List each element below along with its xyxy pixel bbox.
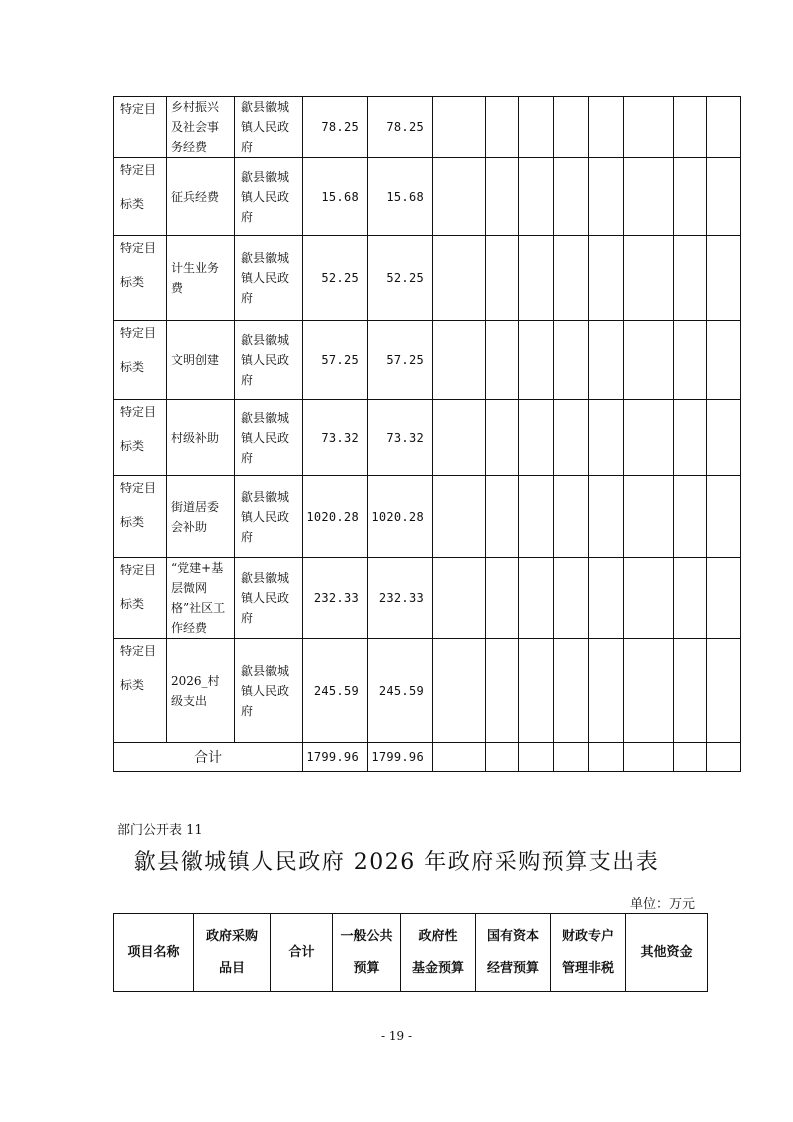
project-name-cell: 街道居委会补助 (167, 476, 235, 558)
empty-cell (486, 158, 519, 236)
empty-cell (433, 236, 486, 321)
empty-cell (589, 476, 624, 558)
empty-cell (519, 639, 554, 743)
empty-cell (433, 321, 486, 400)
empty-cell (624, 558, 674, 639)
empty-cell (554, 236, 589, 321)
general-budget-cell: 1020.28 (368, 476, 433, 558)
category-line2: 标类 (120, 360, 145, 374)
table-caption: 部门公开表 11 (117, 823, 203, 838)
empty-cell (554, 743, 589, 772)
unit-cell: 歙县徽城镇人民政府 (235, 158, 303, 236)
empty-cell (519, 400, 554, 476)
column-header (333, 914, 401, 992)
category-line1: 特定目 (120, 102, 157, 116)
header-line2: 品目 (218, 960, 245, 976)
table-row (114, 476, 741, 558)
page-number: - 19 - (380, 1029, 412, 1043)
table-row (114, 321, 741, 400)
empty-cell (589, 236, 624, 321)
empty-cell (674, 558, 707, 639)
empty-cell (589, 97, 624, 158)
empty-cell (707, 321, 741, 400)
total-cell: 15.68 (303, 158, 368, 236)
empty-cell (519, 236, 554, 321)
project-name-cell: 2026_村级支出 (167, 639, 235, 743)
empty-cell (433, 639, 486, 743)
empty-cell (554, 158, 589, 236)
header-line1: 合计 (288, 944, 315, 960)
total-cell: 1020.28 (303, 476, 368, 558)
category-line2: 标类 (120, 439, 145, 453)
table-row (114, 97, 741, 158)
category-cell (114, 400, 167, 476)
empty-cell (589, 400, 624, 476)
total-cell: 57.25 (303, 321, 368, 400)
empty-cell (519, 321, 554, 400)
empty-cell (707, 158, 741, 236)
header-line1: 一般公共 (340, 928, 393, 944)
table-row (114, 158, 741, 236)
total-cell: 232.33 (303, 558, 368, 639)
category-cell (114, 97, 167, 158)
empty-cell (589, 639, 624, 743)
general-budget-cell: 57.25 (368, 321, 433, 400)
empty-cell (554, 321, 589, 400)
empty-cell (674, 743, 707, 772)
empty-cell (486, 97, 519, 158)
general-budget-cell: 73.32 (368, 400, 433, 476)
empty-cell (707, 639, 741, 743)
project-name-cell: “党建+基层微网格”社区工作经费 (167, 558, 235, 639)
category-line1: 特定目 (120, 644, 157, 658)
category-line2: 标类 (120, 197, 145, 211)
header-line1: 财政专户 (561, 928, 614, 944)
empty-cell (624, 400, 674, 476)
unit-cell: 歙县徽城镇人民政府 (235, 236, 303, 321)
empty-cell (486, 639, 519, 743)
category-line1: 特定目 (120, 241, 157, 255)
unit-cell: 歙县徽城镇人民政府 (235, 97, 303, 158)
category-line2: 标类 (120, 515, 145, 529)
column-header (551, 914, 626, 992)
general-budget-cell: 78.25 (368, 97, 433, 158)
header-line2: 经营预算 (486, 960, 539, 976)
empty-cell (624, 476, 674, 558)
empty-cell (519, 158, 554, 236)
total-general-value: 1799.96 (368, 743, 433, 772)
category-cell (114, 558, 167, 639)
empty-cell (624, 743, 674, 772)
empty-cell (707, 236, 741, 321)
header-line1: 政府性 (418, 928, 458, 944)
column-header (114, 914, 194, 992)
category-line2: 标类 (120, 678, 145, 692)
empty-cell (486, 558, 519, 639)
empty-cell (674, 236, 707, 321)
general-budget-cell: 245.59 (368, 639, 433, 743)
category-cell (114, 236, 167, 321)
project-name-cell: 征兵经费 (167, 158, 235, 236)
empty-cell (486, 476, 519, 558)
header-line1: 政府采购 (205, 928, 258, 944)
page-title: 歙县徽城镇人民政府 2026 年政府采购预算支出表 (133, 850, 660, 875)
category-line1: 特定目 (120, 563, 157, 577)
procurement-table (113, 913, 708, 992)
empty-cell (624, 236, 674, 321)
empty-cell (486, 321, 519, 400)
category-line1: 特定目 (120, 481, 157, 495)
header-line1: 其他资金 (640, 944, 693, 960)
empty-cell (554, 639, 589, 743)
unit-cell: 歙县徽城镇人民政府 (235, 558, 303, 639)
column-header (476, 914, 551, 992)
empty-cell (433, 400, 486, 476)
total-cell: 245.59 (303, 639, 368, 743)
empty-cell (674, 400, 707, 476)
total-label: 合计 (114, 743, 303, 772)
empty-cell (433, 558, 486, 639)
empty-cell (707, 558, 741, 639)
column-header (626, 914, 708, 992)
category-line2: 标类 (120, 597, 145, 611)
total-value: 1799.96 (303, 743, 368, 772)
empty-cell (433, 743, 486, 772)
table-row (114, 400, 741, 476)
column-header (271, 914, 333, 992)
empty-cell (519, 558, 554, 639)
category-cell (114, 639, 167, 743)
category-line1: 特定目 (120, 405, 157, 419)
project-name-cell: 计生业务费 (167, 236, 235, 321)
empty-cell (554, 558, 589, 639)
category-line1: 特定目 (120, 163, 157, 177)
unit-cell: 歙县徽城镇人民政府 (235, 476, 303, 558)
unit-cell: 歙县徽城镇人民政府 (235, 400, 303, 476)
empty-cell (707, 400, 741, 476)
header-line2: 管理非税 (561, 960, 614, 976)
empty-cell (624, 639, 674, 743)
empty-cell (674, 321, 707, 400)
table-row (114, 558, 741, 639)
project-name-cell: 村级补助 (167, 400, 235, 476)
header-line2: 基金预算 (411, 960, 464, 976)
total-cell: 73.32 (303, 400, 368, 476)
empty-cell (589, 158, 624, 236)
empty-cell (486, 236, 519, 321)
empty-cell (554, 97, 589, 158)
unit-note: 单位：万元 (629, 897, 695, 912)
category-cell (114, 321, 167, 400)
general-budget-cell: 15.68 (368, 158, 433, 236)
empty-cell (589, 743, 624, 772)
empty-cell (519, 97, 554, 158)
empty-cell (433, 476, 486, 558)
empty-cell (707, 743, 741, 772)
category-line1: 特定目 (120, 326, 157, 340)
empty-cell (519, 476, 554, 558)
total-row (114, 743, 741, 772)
empty-cell (674, 639, 707, 743)
empty-cell (554, 400, 589, 476)
empty-cell (519, 743, 554, 772)
header-line1: 项目名称 (127, 944, 180, 960)
category-line2: 标类 (120, 275, 145, 289)
empty-cell (624, 97, 674, 158)
empty-cell (486, 743, 519, 772)
unit-cell: 歙县徽城镇人民政府 (235, 639, 303, 743)
project-name-cell: 乡村振兴及社会事务经费 (167, 97, 235, 158)
table-row (114, 639, 741, 743)
general-budget-cell: 52.25 (368, 236, 433, 321)
empty-cell (624, 158, 674, 236)
empty-cell (707, 97, 741, 158)
empty-cell (674, 97, 707, 158)
empty-cell (433, 158, 486, 236)
empty-cell (674, 476, 707, 558)
total-cell: 52.25 (303, 236, 368, 321)
column-header (401, 914, 476, 992)
empty-cell (707, 476, 741, 558)
project-name-cell: 文明创建 (167, 321, 235, 400)
empty-cell (624, 321, 674, 400)
empty-cell (589, 558, 624, 639)
general-budget-cell: 232.33 (368, 558, 433, 639)
category-cell (114, 476, 167, 558)
empty-cell (486, 400, 519, 476)
project-expenditure-table (113, 96, 741, 772)
empty-cell (554, 476, 589, 558)
empty-cell (433, 97, 486, 158)
category-cell (114, 158, 167, 236)
column-header (194, 914, 271, 992)
header-line2: 预算 (353, 960, 380, 976)
table-row (114, 236, 741, 321)
total-cell: 78.25 (303, 97, 368, 158)
empty-cell (674, 158, 707, 236)
header-line1: 国有资本 (486, 928, 539, 944)
unit-cell: 歙县徽城镇人民政府 (235, 321, 303, 400)
empty-cell (589, 321, 624, 400)
